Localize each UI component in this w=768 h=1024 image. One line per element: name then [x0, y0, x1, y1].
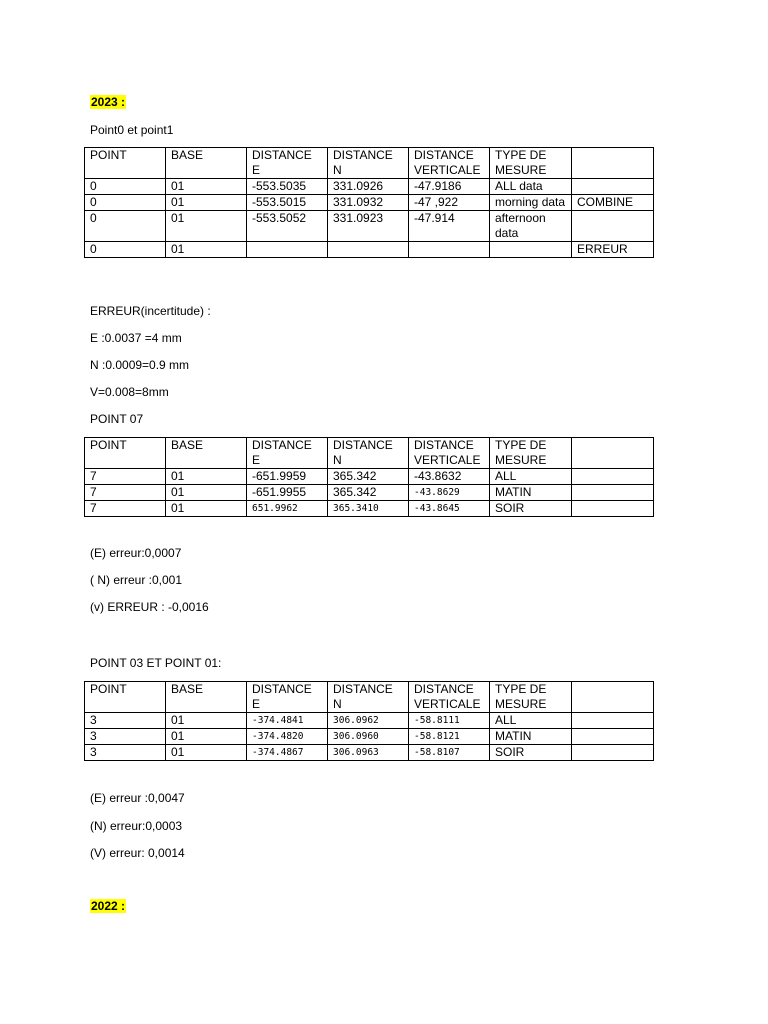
header-cell: DISTANCE E [247, 148, 328, 179]
header-cell: DISTANCE N [328, 438, 409, 469]
section2-table [84, 437, 654, 517]
table-cell: COMBINE [572, 195, 654, 211]
table-cell [247, 242, 328, 258]
table-cell: -47.9186 [409, 179, 490, 195]
table-cell: SOIR [490, 501, 572, 517]
table-row [85, 242, 654, 258]
header-cell: TYPE DE MESURE [490, 682, 572, 713]
section1-note: V=0.008=8mm [90, 385, 169, 399]
table-cell [572, 729, 654, 745]
table-header-row [85, 148, 654, 179]
header-cell: TYPE DE MESURE [490, 148, 572, 179]
table-cell: ALL data [490, 179, 572, 195]
table-cell: 3 [85, 745, 166, 761]
header-cell: DISTANCE VERTICALE [409, 148, 490, 179]
table-cell: afternoon data [490, 211, 572, 242]
table-cell: 331.0923 [328, 211, 409, 242]
table-row [85, 713, 654, 729]
table-cell: 306.0960 [328, 729, 409, 745]
section3-note: (N) erreur:0,0003 [90, 819, 183, 833]
header-cell: TYPE DE MESURE [490, 438, 572, 469]
table-header-row [85, 682, 654, 713]
table-cell: -651.9959 [247, 469, 328, 485]
header-cell: DISTANCE VERTICALE [409, 438, 490, 469]
table-cell: SOIR [490, 745, 572, 761]
table-cell: 365.342 [328, 469, 409, 485]
table-cell: 306.0962 [328, 713, 409, 729]
table-cell: ALL [490, 469, 572, 485]
table-cell: -43.8632 [409, 469, 490, 485]
table-row [85, 485, 654, 501]
header-cell: DISTANCE N [328, 148, 409, 179]
header-cell [572, 438, 654, 469]
table-cell: -43.8645 [409, 501, 490, 517]
table-cell [572, 501, 654, 517]
table-cell [572, 469, 654, 485]
table-cell: 0 [85, 211, 166, 242]
table-cell: -58.8111 [409, 713, 490, 729]
table-cell [572, 713, 654, 729]
section3-note: (V) erreur: 0,0014 [90, 846, 185, 860]
table-cell [572, 745, 654, 761]
table-cell: 7 [85, 485, 166, 501]
header-cell: BASE [166, 682, 247, 713]
section1-note: ERREUR(incertitude) : [90, 304, 211, 318]
header-cell [572, 148, 654, 179]
table-cell [490, 242, 572, 258]
table-cell: 0 [85, 179, 166, 195]
header-cell: DISTANCE E [247, 682, 328, 713]
table-cell: -374.4867 [247, 745, 328, 761]
table-cell: 306.0963 [328, 745, 409, 761]
table-row [85, 211, 654, 242]
table-cell: -651.9955 [247, 485, 328, 501]
table-cell [409, 242, 490, 258]
table-row [85, 745, 654, 761]
table-cell: 3 [85, 713, 166, 729]
table-cell: MATIN [490, 485, 572, 501]
table-cell: 0 [85, 242, 166, 258]
table-cell [572, 179, 654, 195]
header-cell: DISTANCE N [328, 682, 409, 713]
section3-note: (E) erreur :0,0047 [90, 791, 185, 805]
section3-table [84, 681, 654, 761]
header-cell: DISTANCE VERTICALE [409, 682, 490, 713]
table-cell [572, 211, 654, 242]
table-cell: 331.0926 [328, 179, 409, 195]
year-heading-2022: 2022 : [91, 899, 126, 913]
table-cell: -553.5035 [247, 179, 328, 195]
table-cell: -43.8629 [409, 485, 490, 501]
table-cell: -58.8121 [409, 729, 490, 745]
table-cell: -58.8107 [409, 745, 490, 761]
table-cell: ERREUR [572, 242, 654, 258]
table-row [85, 501, 654, 517]
table-cell: -374.4841 [247, 713, 328, 729]
section2-note: ( N) erreur :0,001 [90, 573, 183, 587]
table-cell: 7 [85, 501, 166, 517]
section1-title: Point0 et point1 [90, 123, 174, 137]
table-cell: 331.0932 [328, 195, 409, 211]
table-cell: MATIN [490, 729, 572, 745]
table-cell [572, 485, 654, 501]
table-cell: 7 [85, 469, 166, 485]
table-cell: 01 [166, 745, 247, 761]
section2-title: POINT 07 [90, 412, 144, 426]
section2-note: (v) ERREUR : -0,0016 [90, 600, 209, 614]
header-cell: BASE [166, 148, 247, 179]
table-row [85, 179, 654, 195]
table-row [85, 195, 654, 211]
section1-note: N :0.0009=0.9 mm [90, 358, 190, 372]
table-cell: -553.5052 [247, 211, 328, 242]
table-header-row [85, 438, 654, 469]
table-cell: 01 [166, 195, 247, 211]
table-cell: 01 [166, 179, 247, 195]
header-cell [572, 682, 654, 713]
table-cell: 01 [166, 501, 247, 517]
year-heading-2023: 2023 : [91, 95, 126, 109]
table-cell: 651.9962 [247, 501, 328, 517]
table-cell: -374.4820 [247, 729, 328, 745]
section1-table [84, 147, 654, 258]
table-cell: -553.5015 [247, 195, 328, 211]
section1-note: E :0.0037 =4 mm [90, 331, 182, 345]
table-cell: morning data [490, 195, 572, 211]
table-row [85, 729, 654, 745]
section3-title: POINT 03 ET POINT 01: [90, 656, 222, 670]
table-cell: 01 [166, 729, 247, 745]
table-cell: -47 ,922 [409, 195, 490, 211]
table-cell: 01 [166, 242, 247, 258]
table-cell: 01 [166, 211, 247, 242]
header-cell: POINT [85, 682, 166, 713]
header-cell: BASE [166, 438, 247, 469]
table-cell [328, 242, 409, 258]
header-cell: POINT [85, 148, 166, 179]
table-cell: ALL [490, 713, 572, 729]
section2-note: (E) erreur:0,0007 [90, 546, 182, 560]
table-row [85, 469, 654, 485]
table-cell: 0 [85, 195, 166, 211]
table-cell: 365.342 [328, 485, 409, 501]
table-cell: -47.914 [409, 211, 490, 242]
header-cell: DISTANCE E [247, 438, 328, 469]
header-cell: POINT [85, 438, 166, 469]
table-cell: 01 [166, 485, 247, 501]
table-cell: 01 [166, 713, 247, 729]
table-cell: 01 [166, 469, 247, 485]
table-cell: 3 [85, 729, 166, 745]
table-cell: 365.3410 [328, 501, 409, 517]
